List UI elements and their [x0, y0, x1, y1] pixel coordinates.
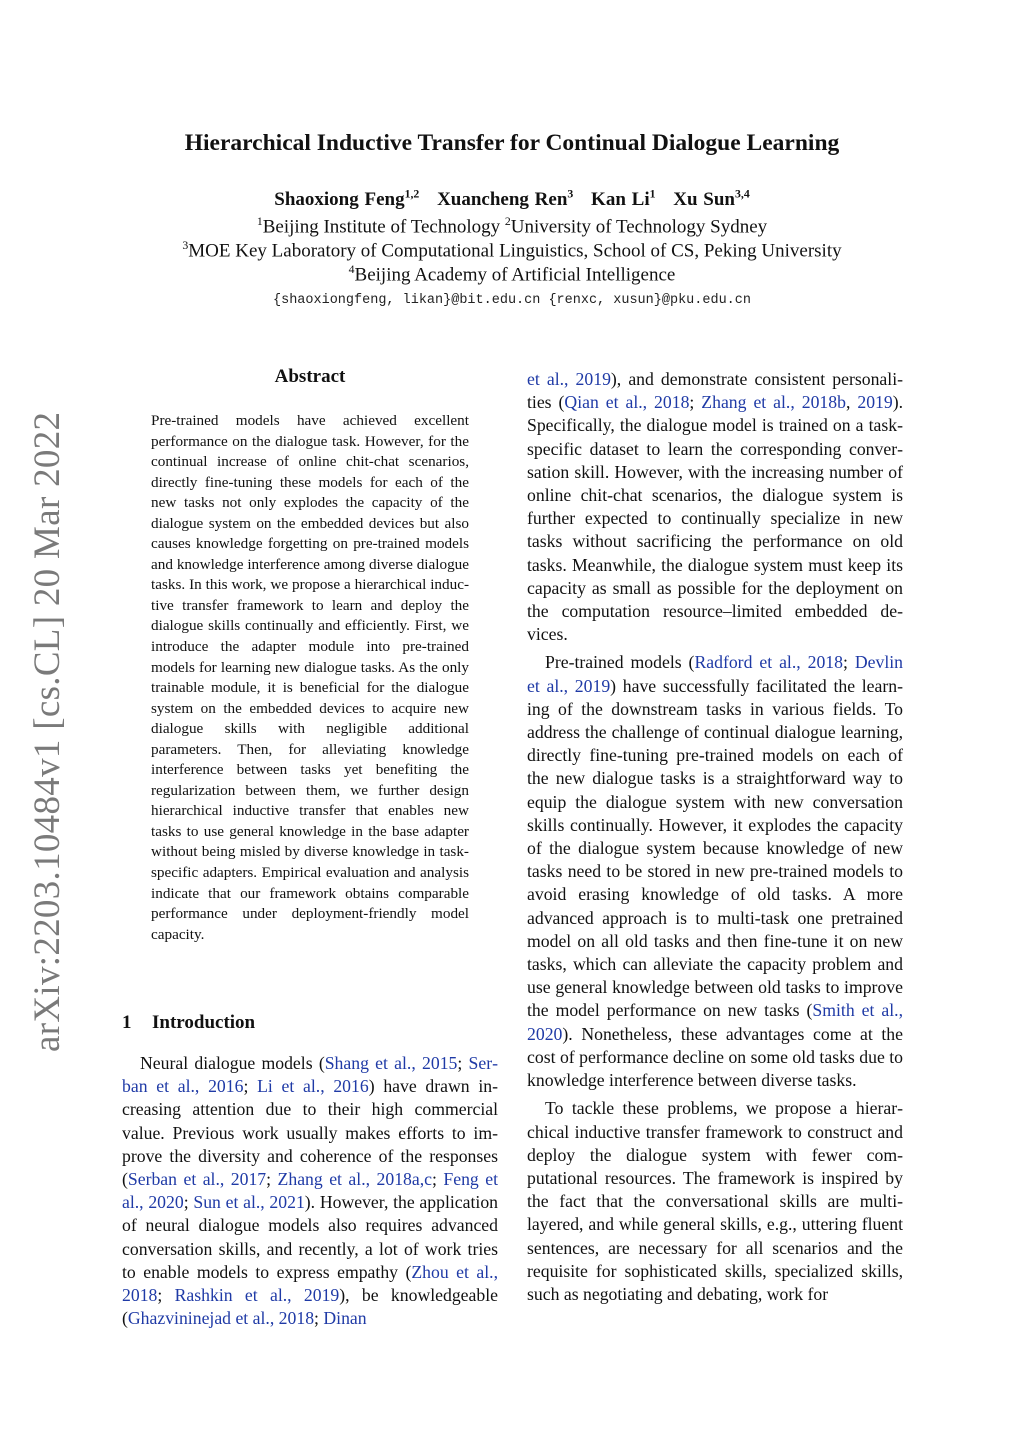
citation-link[interactable]: et al., 2019 — [527, 369, 611, 389]
citation-link[interactable]: Qian et al., 2018 — [564, 392, 690, 413]
intro-left-column — [122, 1052, 498, 1330]
intro-paragraph-2: Pre-trained models (Radford et al., 2018; Devlin et al., 2019) have successfully facilitated the learning of the downstream tasks in various fields. To address the challenge of continual dialogue learning, directly fine-tuning pre-trained models on each of the new dialogue tasks is a straightforward way to equip the dialogue system with new conversation skills continually. However, it explodes the capacity of the dialogue system because knowledge of new tasks need to be stored in new pre-trained models to avoid erasing knowledge of old tasks. A more advanced approach is to multi-task one pretrained model on all old tasks and then fine-tune it on new tasks, which can alleviate the capacity problem and use general knowledge between old tasks to improve the model performance on new tasks (Smith et al., 2020). Nonetheless, these advantages come at the cost of performance decline on some old tasks due to knowledge interference between diverse tasks. — [527, 652, 903, 1091]
intro-paragraph-continued: et al., 2019), and demonstrate consistent personalities (Qian et al., 2018; Zhang et al., 2018b, 2019). Specifically, the dialogue model is trained on a task-specific dataset to learn the corresponding conversation skill. However, with the increasing number of online chit-chat scenarios, the dialogue system is further expected to continually specialize in new tasks without sacrificing the performance on old tasks. Meanwhile, the dialogue system must keep its capacity as small as possible for the deployment on the computation resource–limited embedded devices. — [527, 369, 904, 645]
citation-link[interactable]: 2019 — [857, 392, 893, 413]
citation-link[interactable]: Devlin et al., 2019 — [527, 652, 903, 696]
affiliation-line-3: $^4$Beijing Academy of Artificial Intelligence — [348, 263, 676, 286]
author: Shaoxiong Feng$^{1,2}$ — [274, 188, 420, 211]
citation-link[interactable]: Serban et al., 2017 — [127, 1169, 267, 1190]
citation-link[interactable]: Zhou et al., 2018 — [122, 1261, 498, 1306]
abstract-body: Pre-trained models have achieved excellent performance on the dialogue task. However, for the continual increase of online chit-chat scenarios, directly fine-tuning these models for each of the new tasks not only explodes the capacity of the dialogue system on the embedded devices but also causes knowledge forgetting on pre-trained models and knowledge interference among diverse dialogue tasks. In this work, we propose a hierarchical inductive transfer framework to learn and deploy the dialogue skills continually and efficiently. First, we introduce the adapter module into pre-trained models for learning new dialogue tasks. As the only trainable module, it is beneficial for the dialogue system on the embedded devices to acquire new dialogue skills with negligible additional parameters. Then, for alleviating knowledge interference between tasks yet benefiting the regularization between them, we further design hierarchical inductive transfer that enables new tasks to use general knowledge in the base adapter without being misled by diverse knowledge in task-specific adapters. Empirical evaluation and analysis indicate that our framework obtains comparable performance under deployment-friendly model capacity. — [151, 412, 469, 943]
citation-link[interactable]: Feng et al., 2020 — [122, 1169, 498, 1213]
section-heading-introduction: 1 Introduction — [122, 1012, 256, 1033]
citation-link[interactable]: Smith et al., 2020 — [527, 1000, 903, 1044]
author: Xuancheng Ren$^3$ — [437, 188, 574, 211]
citation-link[interactable]: Rashkin et al., 2019 — [174, 1285, 340, 1306]
citation-link[interactable]: Shang et al., 2015 — [324, 1053, 458, 1073]
citation-link[interactable]: Radford et al., 2018 — [694, 652, 843, 673]
citation-link[interactable]: Ghazvininejad et al., 2018 — [127, 1308, 315, 1329]
author: Xu Sun$^{3,4}$ — [673, 188, 750, 211]
abstract-heading: Abstract — [274, 366, 346, 387]
citation-link[interactable]: Serban et al., 2016 — [122, 1053, 499, 1097]
affiliation-line-1: $^1$Beijing Institute of Technology $^2$University of Technology Sydney — [256, 215, 768, 238]
citation-link[interactable]: Li et al., 2016 — [257, 1076, 369, 1097]
intro-paragraph-1: Neural dialogue models (Shang et al., 2015; Serban et al., 2016; Li et al., 2016) have drawn increasing attention due to their high commercial value. Previous work usually makes efforts to improve the diversity and coherence of the responses (Serban et al., 2017; Zhang et al., 2018a,c; Feng et al., 2020; Sun et al., 2021). However, the application of neural dialogue models also requires advanced conversation skills, and recently, a lot of work tries to enable models to express empathy (Zhou et al., 2018; Rashkin et al., 2019), be knowledgeable (Ghazvininejad et al., 2018; Dinan — [122, 1053, 499, 1329]
author-emails: {shaoxiongfeng, likan}@bit.edu.cn {renxc, xusun}@pku.edu.cn — [273, 293, 751, 308]
arxiv-identifier-stamp: arXiv:2203.10484v1 [cs.CL] 20 Mar 2022 — [27, 411, 68, 1052]
affiliation-line-2: $^3$MOE Key Laboratory of Computational Linguistics, School of CS, Peking University — [182, 239, 842, 262]
intro-right-column — [527, 368, 903, 1306]
citation-link[interactable]: Sun et al., 2021 — [193, 1192, 305, 1213]
author: Kan Li$^1$ — [591, 188, 656, 211]
citation-link[interactable]: Zhang et al., 2018a,c — [277, 1169, 432, 1190]
citation-link[interactable]: Dinan — [323, 1308, 367, 1329]
intro-paragraph-3: To tackle these problems, we propose a hierarchical inductive transfer framework to construct and deploy the dialogue system with fewer computational resources. The framework is inspired by the fact that the conversational skills are multilayered, and while general skills, e.g., uttering fluent sentences, are necessary for all scenarios and the requisite for sophisticated skills, specialized skills, such as negotiating and debating, work for — [527, 1098, 903, 1304]
author-list — [0, 188, 1024, 211]
paper-title: Hierarchical Inductive Transfer for Continual Dialogue Learning — [184, 130, 840, 156]
citation-link[interactable]: Zhang et al., 2018b — [701, 392, 846, 413]
